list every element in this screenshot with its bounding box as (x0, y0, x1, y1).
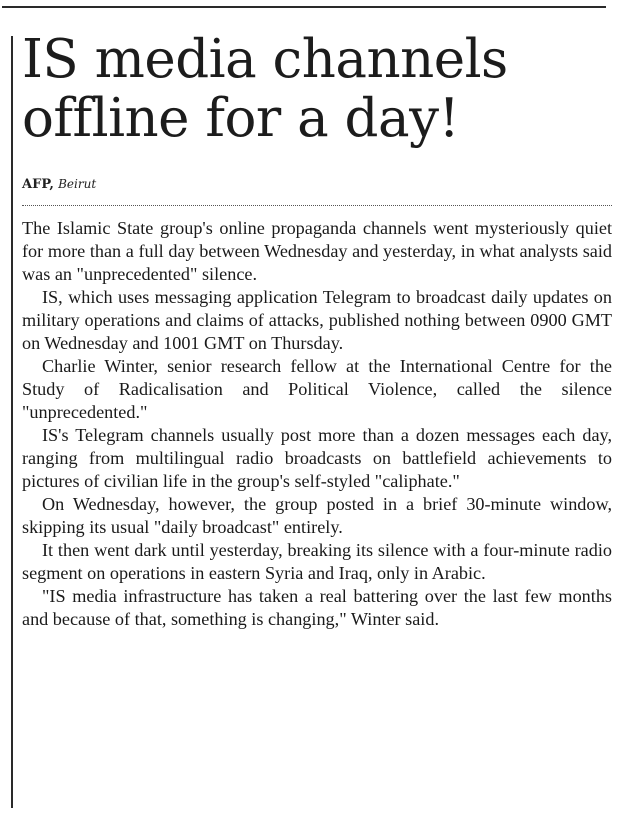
headline: IS media channels offline for a day! (22, 29, 508, 149)
paragraph-5: On Wednesday, however, the group posted in a brief 30-minute window, skipping its usual "daily broadcast" entirely. (22, 494, 612, 537)
article-body (22, 217, 612, 631)
paragraph-6: It then went dark until yesterday, breaking its silence with a four-minute radio segment on operations in eastern Syria and Iraq, only in Arabic. (22, 540, 612, 583)
byline-divider (22, 205, 612, 207)
byline-agency: AFP, (22, 177, 54, 192)
left-rule (11, 36, 13, 808)
paragraph-7: "IS media infrastructure has taken a real battering over the last few months and because of that, something is changing," Winter said. (22, 586, 612, 629)
byline (22, 176, 96, 193)
paragraph-1: The Islamic State group's online propaganda channels went mysteriously quiet for more than a full day between Wednesday and yesterday, in what analysts said was an "unprecedented" silence. (22, 218, 612, 284)
byline-location: Beirut (58, 177, 97, 191)
paragraph-3: Charlie Winter, senior research fellow at the International Centre for the Study of Radicalisation and Political Violence, called the silence "unprecedented." (22, 356, 612, 422)
paragraph-2: IS, which uses messaging application Telegram to broadcast daily updates on military operations and claims of attacks, published nothing between 0900 GMT on Wednesday and 1001 GMT on Thursday. (22, 287, 612, 353)
paragraph-4: IS's Telegram channels usually post more than a dozen messages each day, ranging from multilingual radio broadcasts on battlefield achievements to pictures of civilian life in the group's self-styled "caliphate." (22, 425, 612, 491)
top-rule (2, 6, 606, 8)
